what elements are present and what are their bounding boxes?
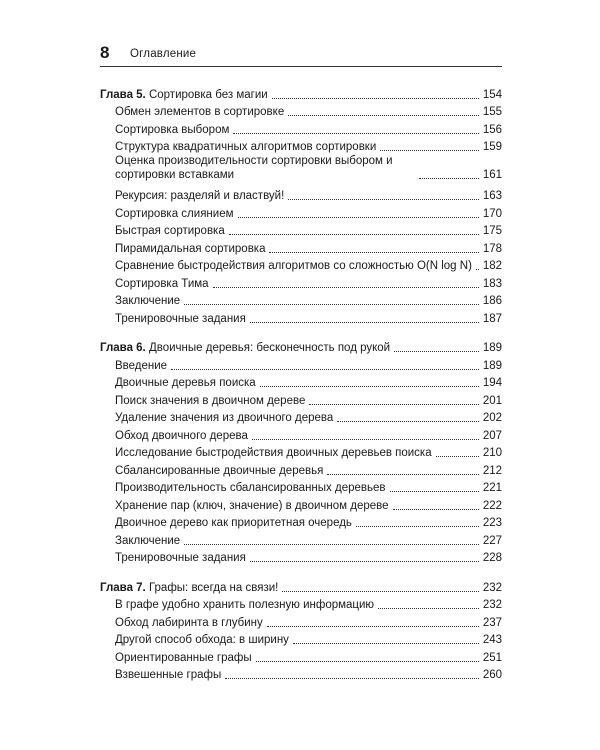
page-ref: 154: [482, 88, 502, 101]
page-number: 8: [100, 43, 110, 62]
entry-title: Структура квадратичных алгоритмов сортировки: [115, 141, 377, 153]
toc-entry[interactable]: [100, 460, 502, 478]
running-title: Оглавление: [130, 48, 197, 60]
page-ref: 159: [482, 141, 502, 153]
page-ref: 189: [482, 342, 502, 354]
dot-leader: [267, 626, 479, 627]
entry-title: Пирамидальная сортировка: [115, 242, 266, 255]
page-ref: 178: [482, 242, 502, 255]
page-ref: 156: [482, 123, 502, 136]
toc-entry[interactable]: [100, 630, 502, 648]
entry-title: Ориентированные графы: [115, 651, 252, 664]
entry-title: Заключение: [115, 534, 181, 547]
toc-entry[interactable]: [100, 530, 502, 548]
page-ref: 155: [482, 106, 502, 118]
chapter-entry[interactable]: [100, 84, 502, 102]
page-ref: 237: [482, 616, 502, 629]
toc-entry[interactable]: [100, 495, 502, 513]
entry-title: Обход двоичного дерева: [115, 429, 248, 442]
dot-leader: [378, 608, 479, 609]
chapter-section: [100, 577, 502, 682]
page-ref: 243: [482, 634, 502, 646]
dot-leader: [256, 661, 479, 662]
entry-title: Другой способ обхода: в ширину: [115, 634, 289, 646]
chapter-section: [100, 338, 502, 566]
chapter-title: Сортировка без магии: [148, 88, 268, 101]
toc-entry[interactable]: [100, 308, 502, 326]
entry-title: Оценка производительности сортировки выбором и сортировки вставками: [115, 155, 393, 181]
dot-leader: [272, 98, 479, 99]
page-ref: 222: [482, 499, 502, 512]
toc-entry[interactable]: [100, 102, 502, 120]
chapter-title: Двоичные деревья: бесконечность под рукой: [148, 342, 391, 354]
dot-leader: [250, 561, 479, 562]
toc-entry[interactable]: [100, 355, 502, 373]
page-ref: 207: [482, 429, 502, 442]
toc-entry[interactable]: [100, 238, 502, 256]
page-ref: 227: [482, 534, 502, 547]
dot-leader: [225, 678, 479, 679]
entry-title: Сортировка выбором: [115, 123, 230, 136]
toc-entry[interactable]: [100, 186, 502, 204]
toc-entry[interactable]: [100, 273, 502, 291]
toc-entry[interactable]: [100, 137, 502, 155]
dot-leader: [250, 322, 479, 323]
chapter-label: [100, 88, 268, 102]
dot-leader: [288, 199, 479, 200]
entry-title: Заключение: [115, 295, 181, 307]
chapter-prefix: Глава 6.: [100, 342, 146, 354]
entry-title: Сбалансированные двоичные деревья: [115, 464, 324, 477]
entry-title: Сортировка слиянием: [115, 207, 234, 220]
chapter-entry[interactable]: [100, 577, 502, 595]
toc-entry[interactable]: [100, 154, 502, 182]
dot-leader: [390, 491, 479, 492]
dot-leader: [282, 591, 478, 592]
entry-title: Взвешенные графы: [115, 669, 222, 681]
toc-entry[interactable]: [100, 119, 502, 137]
page-ref: 221: [482, 482, 502, 494]
page-ref: 201: [482, 394, 502, 407]
toc-entry[interactable]: [100, 203, 502, 221]
dot-leader: [394, 351, 479, 352]
page-header: [100, 44, 502, 67]
entry-title: Тренировочные задания: [115, 312, 246, 325]
page-ref: 187: [482, 312, 502, 325]
dot-leader: [380, 150, 479, 151]
toc-entry[interactable]: [100, 595, 502, 613]
dot-leader: [293, 643, 479, 644]
dot-leader: [252, 439, 479, 440]
chapter-section: [100, 84, 502, 326]
chapter-entry[interactable]: [100, 338, 502, 356]
chapter-prefix: Глава 5.: [100, 88, 146, 101]
dot-leader: [260, 386, 479, 387]
toc-entry[interactable]: [100, 425, 502, 443]
toc-entry[interactable]: [100, 408, 502, 426]
entry-title: Рекурсия: разделяй и властвуй!: [115, 190, 285, 202]
toc-entry[interactable]: [100, 548, 502, 566]
toc-entry[interactable]: [100, 443, 502, 461]
entry-title: Тренировочные задания: [115, 552, 246, 564]
entry-title: Введение: [115, 359, 168, 372]
dot-leader: [171, 369, 479, 370]
entry-title: Двоичное дерево как приоритетная очередь: [115, 517, 352, 529]
toc-entry[interactable]: [100, 221, 502, 239]
entry-title: Производительность сбалансированных деревьев: [115, 482, 386, 494]
toc-entry[interactable]: [100, 513, 502, 531]
page-ref: 210: [482, 447, 502, 459]
page-ref: 228: [482, 552, 502, 564]
page-ref: 175: [482, 225, 502, 237]
table-of-contents: [100, 84, 502, 694]
dot-leader: [184, 304, 479, 305]
toc-entry[interactable]: [100, 478, 502, 496]
dot-leader: [356, 526, 479, 527]
entry-title: Удаление значения из двоичного дерева: [115, 412, 334, 424]
page-ref: 163: [482, 190, 502, 202]
entry-title: Обход лабиринта в глубину: [115, 616, 263, 629]
page-ref: 202: [482, 412, 502, 424]
toc-entry[interactable]: [100, 647, 502, 665]
toc-entry[interactable]: [100, 291, 502, 309]
dot-leader: [213, 287, 479, 288]
chapter-prefix: Глава 7.: [100, 581, 146, 594]
page-ref: 183: [482, 277, 502, 290]
dot-leader: [419, 178, 479, 179]
page-ref: 194: [482, 377, 502, 389]
page-ref: 161: [482, 169, 502, 181]
page-ref: 251: [482, 651, 502, 664]
dot-leader: [309, 404, 478, 405]
page-ref: 182: [482, 260, 502, 272]
page-ref: 260: [482, 669, 502, 681]
toc-entry[interactable]: [100, 665, 502, 683]
toc-entry[interactable]: [100, 256, 502, 274]
entry-title: Двоичные деревья поиска: [115, 377, 256, 389]
toc-entry[interactable]: [100, 373, 502, 391]
entry-title: Обмен элементов в сортировке: [115, 106, 285, 118]
dot-leader: [288, 115, 479, 116]
dot-leader: [393, 509, 479, 510]
dot-leader: [436, 456, 479, 457]
entry-title: Сортировка Тима: [115, 277, 209, 290]
dot-leader: [337, 421, 479, 422]
entry-title: В графе удобно хранить полезную информацию: [115, 599, 375, 611]
dot-leader: [184, 544, 479, 545]
chapter-title: Графы: всегда на связи!: [148, 581, 279, 594]
page-ref: 232: [482, 581, 502, 594]
entry-title: Хранение пар (ключ, значение) в двоичном дереве: [115, 499, 389, 512]
dot-leader: [229, 234, 479, 235]
page-ref: 212: [482, 464, 502, 477]
dot-leader: [269, 252, 478, 253]
toc-entry[interactable]: [100, 612, 502, 630]
page-ref: 223: [482, 517, 502, 529]
entry-title: Сравнение быстродействия алгоритмов со сложностью O(N log N): [115, 260, 472, 272]
page-ref: 186: [482, 295, 502, 307]
dot-leader: [233, 133, 478, 134]
entry-title: Поиск значения в двоичном дереве: [115, 394, 306, 407]
entry-title: Быстрая сортировка: [115, 225, 225, 237]
toc-entry[interactable]: [100, 390, 502, 408]
chapter-label: [100, 341, 390, 355]
dot-leader: [238, 217, 479, 218]
page-ref: 170: [482, 207, 502, 220]
chapter-label: [100, 581, 278, 595]
entry-title: Исследование быстродействия двоичных деревьев поиска: [115, 447, 432, 459]
dot-leader: [476, 269, 479, 270]
page-ref: 232: [482, 599, 502, 611]
dot-leader: [327, 474, 478, 475]
page-ref: 189: [482, 359, 502, 372]
